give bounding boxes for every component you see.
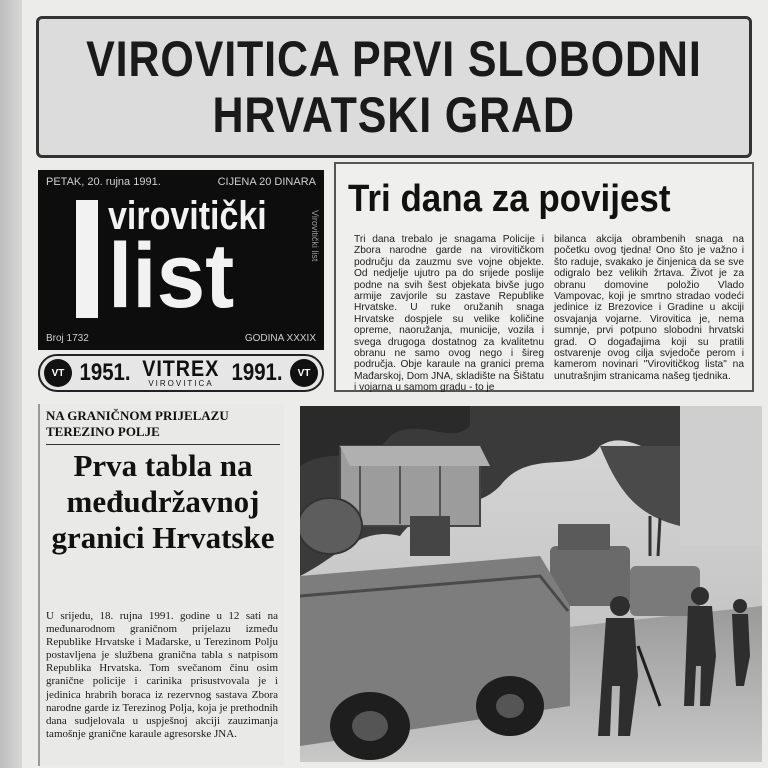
border-article <box>38 404 284 766</box>
headline-line-1: VIROVITICA PRVI SLOBODNI <box>86 31 702 87</box>
vitrex-brand-block <box>138 358 223 388</box>
kicker-line-2: TEREZINO POLJE <box>46 424 160 439</box>
masthead-bar <box>76 200 98 318</box>
masthead-top-row <box>46 176 316 188</box>
issue-price: CIJENA 20 DINARA <box>217 176 316 188</box>
article-title: Tri dana za povijest <box>348 178 671 220</box>
masthead-side-text: Virovitički list <box>310 210 320 262</box>
issue-date: PETAK, 20. rujna 1991. <box>46 176 161 188</box>
masthead-title-word-1: virovitički <box>108 194 267 238</box>
vitrex-banner <box>38 354 324 392</box>
page-edge-shadow <box>0 0 22 768</box>
border-article-title: Prva tabla na međudržavnoj granici Hrvatske <box>51 448 275 555</box>
vitrex-brand: VITREX <box>142 356 220 381</box>
article-kicker <box>46 408 282 440</box>
article-column-1: Tri dana trebalo je snagama Policije i Zbora narodne garde na virovitičkom području da zauzmu sve vojne objekte. Od nedjelje ujutro pa do srijede poslije podne na svih šest objekata bivše jugo armije zavjorile su zastave Republike Hrvatske. U ruke oružanih snaga Hrvatske dospjele su velike količine opreme, naoružanja, municije, vozila i svega drugoga dostatnog za kvalitetnu obranu ne samo ovog nego i šireg područja. Obje karaule na granici prema Mađarskoj, Dom JNA, skladište na Šištatu i vojarna u samom gradu - to je <box>354 234 544 394</box>
article-columns <box>354 234 744 394</box>
news-photo <box>300 406 762 762</box>
kicker-line-1: NA GRANIČNOM PRIJELAZU <box>46 408 229 423</box>
issue-number: Broj 1732 <box>46 333 89 344</box>
armored-vehicles-photo <box>300 406 762 762</box>
banner-year-right: 1991. <box>231 359 283 386</box>
masthead-bottom-row <box>46 333 316 344</box>
masthead-title-word-2: list <box>108 225 235 327</box>
banner-year-left: 1951. <box>79 359 131 386</box>
headline-line-2: HRVATSKI GRAD <box>212 87 576 143</box>
vitrex-logo-left-icon: VT <box>44 359 72 387</box>
divider <box>46 444 280 445</box>
vitrex-city: VIROVITICA <box>148 379 214 388</box>
vitrex-logo-right-icon: VT <box>290 359 318 387</box>
issue-year: GODINA XXXIX <box>244 333 316 344</box>
article-column-2: bilanca akcija obrambenih snaga na početku ovog tjedna! Ono što je važno i što raduje, svakako je činjenica da se sve odigralo bez velikih žrtava. Život je za obranu domovine položio Vlado Vampovac, koji je smrtno stradao vodeći jedinice iz Brezovice i Gradine u akciji osvajanja vojarne. Virovitica je, nema sumnje, prvi potpuno slobodni hrvatski grad. O događajima koji su pratili ostvarenje ovog cilja svjedoče perom i kamerom novinari "Virovitičkog lista" na unutrašnjim stranicama našeg tjednika. <box>554 234 744 382</box>
main-article <box>334 162 754 392</box>
headline-box <box>36 16 752 158</box>
masthead <box>38 170 324 350</box>
border-article-body: U srijedu, 18. rujna 1991. godine u 12 sati na međunarodnom graničnom prijelazu između Republike Hrvatske i Mađarske, u Terezinom Polju postavljena je službena granična tabla s natpisom Republika Hrvatska. Tom svečanom činu osim granične policije i carinika prisustvovala je i jedinica hrabrih boraca iz rezervnog sastava Zbora narodne garde iz Terezinog Polja, koja je prethodnih dana sudjelovala u uspješnoj akciji zauzimanja tamošnje granične karaule agresorske JNA. <box>46 610 278 740</box>
